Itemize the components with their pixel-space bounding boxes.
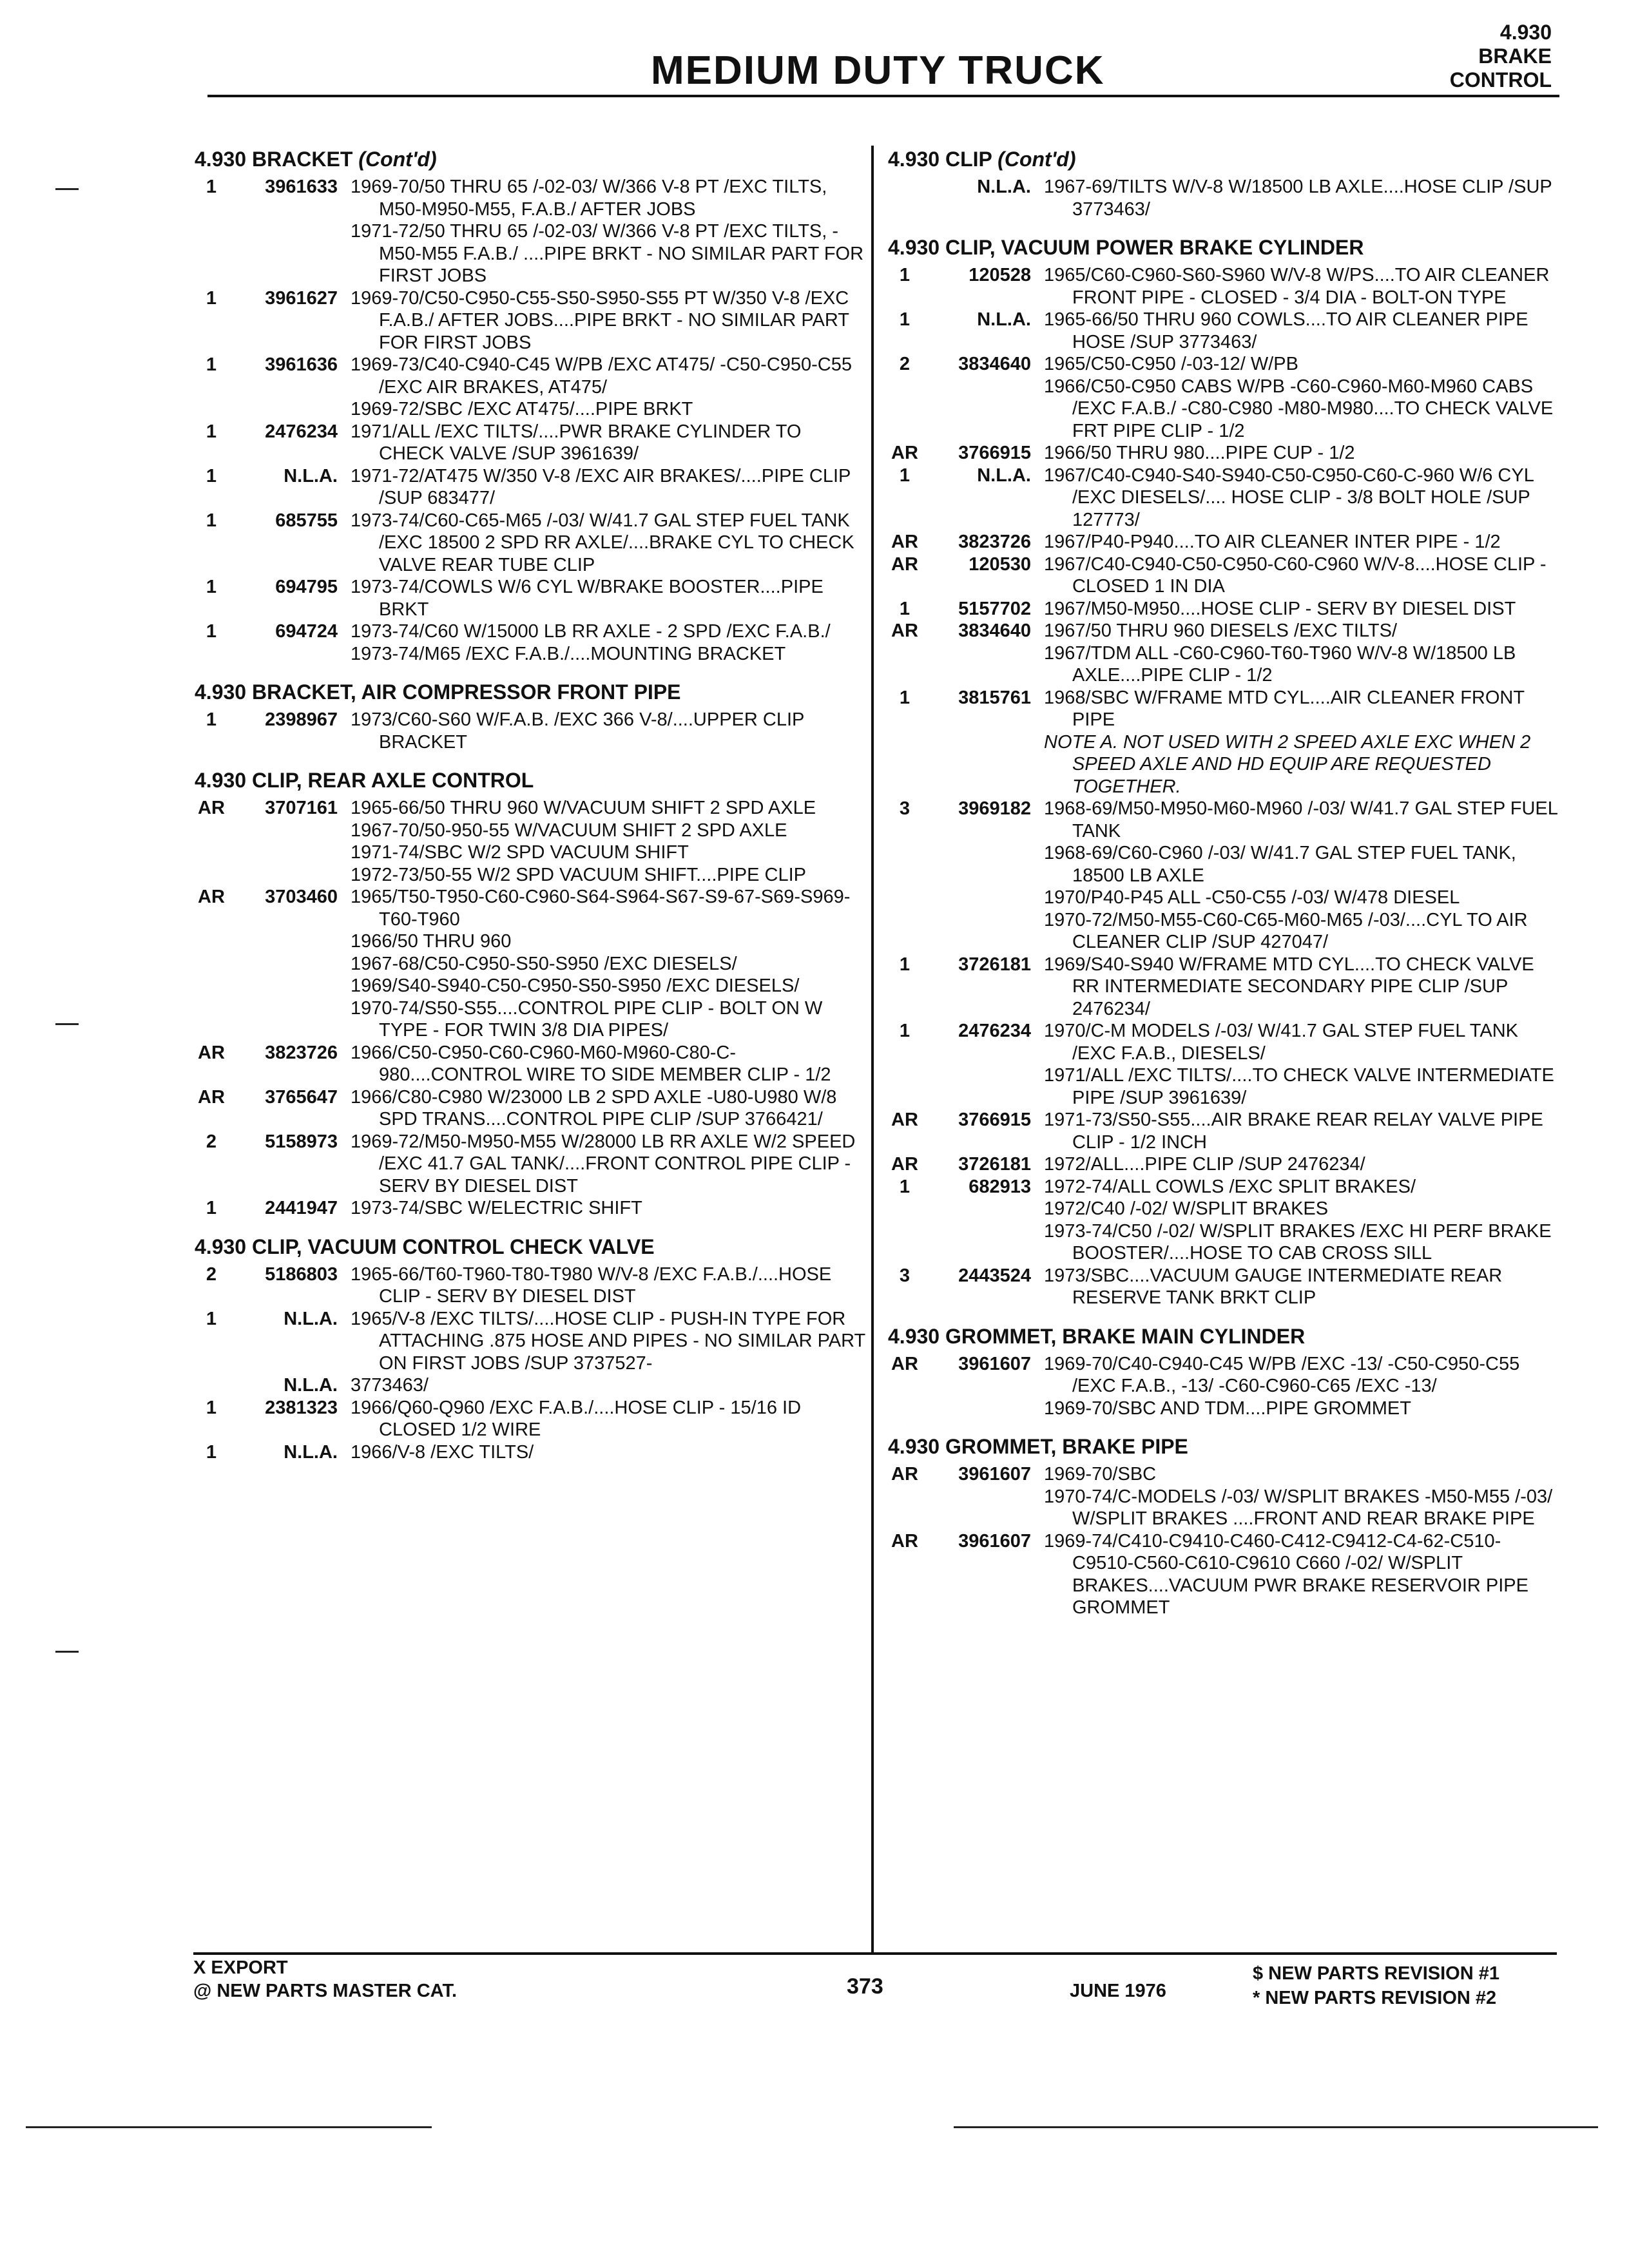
part-number: N.L.A.: [284, 1308, 338, 1329]
application-line: 1967/M50-M950....HOSE CLIP - SERV BY DIESEL DIST: [1044, 598, 1516, 619]
quantity: 1: [206, 621, 217, 642]
part-entry: [888, 176, 1557, 220]
left-column: [195, 132, 871, 1463]
part-entry: [888, 1109, 1552, 1153]
application-line: 1965-66/50 THRU 960 W/VACUUM SHIFT 2 SPD AXLE: [351, 798, 816, 818]
usage-note: NOTE A. NOT USED WITH 2 SPEED AXLE EXC WHEN 2 SPEED AXLE AND HD EQUIP ARE REQUESTED TOGETHER.: [1044, 731, 1536, 797]
part-description: [351, 1131, 866, 1198]
quantity: 1: [899, 265, 911, 285]
application-line: 1965-66/T60-T960-T80-T980 W/V-8 /EXC F.A.B./....HOSE CLIP - SERV BY DIESEL DIST: [351, 1264, 837, 1307]
section-title-text: 4.930 BRACKET: [195, 148, 353, 171]
part-number: 682913: [969, 1176, 1031, 1197]
scan-mark: [55, 1023, 79, 1025]
part-description: [1044, 687, 1559, 798]
part-number: 120530: [969, 553, 1031, 575]
application-line: 1966/Q60-Q960 /EXC F.A.B./....HOSE CLIP - 15/16 ID CLOSED 1/2 WIRE: [351, 1397, 807, 1440]
quantity: 2: [206, 1264, 217, 1285]
application-line: 1969/S40-S940 W/FRAME MTD CYL....TO CHECK VALVE RR INTERMEDIATE SECONDARY PIPE CLIP /SUP 2476234/: [1044, 954, 1539, 1019]
part-entry: [195, 1042, 858, 1086]
application-line: 1973-74/COWLS W/6 CYL W/BRAKE BOOSTER....PIPE BRKT: [351, 577, 829, 620]
part-entry: [195, 354, 858, 421]
application-line: 1966/50 THRU 980....PIPE CUP - 1/2: [1044, 443, 1355, 463]
application-line: 1965/T50-T950-C60-C960-S64-S964-S67-S9-67-S69-S969-T60-T960: [351, 887, 851, 930]
section-code: [1450, 21, 1552, 92]
quantity: AR: [891, 1464, 918, 1485]
part-description: [1044, 1265, 1559, 1309]
part-number: 3726181: [958, 1154, 1031, 1175]
part-entry: [195, 1197, 858, 1220]
part-number: 120528: [969, 265, 1031, 285]
part-entry: [195, 176, 869, 287]
part-entry: [195, 620, 858, 665]
quantity: AR: [891, 1530, 918, 1552]
application-line: 1968-69/M50-M950-M60-M960 /-03/ W/41.7 GAL STEP FUEL TANK: [1044, 798, 1563, 841]
part-number: 3961636: [265, 354, 338, 375]
application-line: 1969-70/50 THRU 65 /-02-03/ W/366 V-8 PT /EXC TILTS, M50-M950-M55, F.A.B./ AFTER JOBS: [351, 177, 833, 220]
part-description: [1044, 1020, 1559, 1109]
section-title-text: 4.930 BRACKET, AIR COMPRESSOR FRONT PIPE: [195, 680, 681, 704]
part-number: 3823726: [958, 532, 1031, 552]
part-description: [1044, 531, 1559, 553]
part-entry: [195, 465, 858, 510]
part-description: [351, 1264, 866, 1308]
part-description: [351, 176, 869, 287]
quantity: 1: [206, 421, 217, 442]
part-description: [351, 1397, 866, 1441]
application-line: 1971-73/S50-S55....AIR BRAKE REAR RELAY VALVE PIPE CLIP - 1/2 INCH: [1044, 1110, 1548, 1153]
part-description: [351, 465, 866, 510]
part-description: [351, 709, 866, 753]
part-number: 3766915: [958, 1110, 1031, 1130]
application-line: 1971/ALL /EXC TILTS/....TO CHECK VALVE INTERMEDIATE PIPE /SUP 3961639/: [1044, 1065, 1559, 1108]
revision-note-1: $ NEW PARTS REVISION #1: [1253, 1963, 1499, 1984]
application-line: 1967/50 THRU 960 DIESELS /EXC TILTS/: [1044, 620, 1398, 641]
application-line: 1973-74/SBC W/ELECTRIC SHIFT: [351, 1198, 642, 1218]
quantity: 1: [206, 1308, 217, 1329]
application-line: 1966/C50-C950 CABS W/PB -C60-C960-M60-M960 CABS /EXC F.A.B./ -C80-C980 -M80-M980....TO CHECK VALVE FRT PIPE CLIP - 1/2: [1044, 376, 1559, 441]
quantity: 1: [899, 1021, 911, 1041]
quantity: 1: [206, 1441, 217, 1463]
application-line: 1973/C60-S60 W/F.A.B. /EXC 366 V-8/....UPPER CLIP BRACKET: [351, 709, 809, 753]
part-entry: [888, 353, 1559, 442]
quantity: [195, 1374, 228, 1397]
header-rule: [207, 95, 1559, 97]
part-number: 2443524: [958, 1265, 1031, 1286]
part-number: 3834640: [958, 354, 1031, 374]
application-line: 1969-74/C410-C9410-C460-C412-C9412-C4-62-C510-C9510-C560-C610-C9610 C660 /-02/ W/SPLIT BRAKES....VACUUM PWR BRAKE RESERVOIR PIPE GROMMET: [1044, 1530, 1534, 1618]
application-line: 1971/ALL /EXC TILTS/....PWR BRAKE CYLINDER TO CHECK VALVE /SUP 3961639/: [351, 421, 807, 464]
part-description: [1044, 1530, 1559, 1619]
application-line: 1966/50 THRU 960: [351, 931, 512, 952]
revision-note-2: * NEW PARTS REVISION #2: [1253, 1988, 1497, 2008]
application-line: 1966/V-8 /EXC TILTS/: [351, 1441, 534, 1463]
section-title: [195, 766, 858, 794]
quantity: [888, 176, 921, 220]
continued-label: (Cont'd): [358, 148, 437, 171]
part-entry: [888, 442, 1552, 465]
section-name-line1: BRAKE: [1478, 44, 1552, 68]
application-line: 1969-70/SBC AND TDM....PIPE GROMMET: [1044, 1398, 1411, 1419]
part-entry: [195, 510, 858, 577]
quantity: AR: [891, 443, 918, 463]
application-line: 1965/C60-C960-S60-S960 W/V-8 W/PS....TO AIR CLEANER FRONT PIPE - CLOSED - 3/4 DIA - BOLT-ON TYPE: [1044, 265, 1555, 308]
part-number: 2398967: [265, 709, 338, 730]
part-description: [1044, 553, 1559, 598]
part-number: 3961607: [958, 1464, 1031, 1485]
application-line: 1971-72/50 THRU 65 /-02-03/ W/366 V-8 PT /EXC TILTS, -M50-M55 F.A.B./ ....PIPE BRKT - NO SIMILAR PART FOR FIRST JOBS: [351, 221, 869, 286]
application-line: 1973-74/M65 /EXC F.A.B./....MOUNTING BRACKET: [351, 643, 786, 664]
column-divider: [871, 146, 874, 1953]
part-entry: [195, 1397, 858, 1441]
part-description: [351, 421, 866, 465]
part-entry: [888, 1176, 1557, 1265]
part-entry: [195, 797, 858, 886]
part-description: [351, 1086, 866, 1131]
section-title: [888, 233, 1552, 262]
section-title-text: 4.930 CLIP, VACUUM POWER BRAKE CYLINDER: [888, 236, 1364, 259]
application-line: 1971-72/AT475 W/350 V-8 /EXC AIR BRAKES/....PIPE CLIP /SUP 683477/: [351, 465, 856, 508]
part-number: 3707161: [265, 798, 338, 818]
quantity: 1: [206, 177, 217, 197]
part-description: [1044, 1463, 1559, 1530]
quantity: AR: [891, 1353, 918, 1374]
quantity: 2: [899, 354, 911, 374]
application-line: 1973-74/C60 W/15000 LB RR AXLE - 2 SPD /EXC F.A.B./: [351, 621, 831, 642]
application-line: 1970/C-M MODELS /-03/ W/41.7 GAL STEP FUEL TANK /EXC F.A.B., DIESELS/: [1044, 1021, 1524, 1064]
part-description: [1044, 309, 1559, 353]
application-line: 1967-68/C50-C950-S50-S950 /EXC DIESELS/: [351, 953, 737, 974]
continued-label: (Cont'd): [998, 148, 1076, 171]
part-number: 3703460: [265, 887, 338, 907]
footer-rule: [193, 1952, 1557, 1955]
quantity: 1: [899, 465, 911, 486]
part-description: [1044, 620, 1559, 687]
part-description: [351, 620, 866, 665]
part-entry: [888, 1153, 1552, 1176]
part-number: 5186803: [265, 1264, 338, 1285]
quantity: 1: [206, 1397, 217, 1418]
quantity: AR: [891, 553, 918, 575]
part-entry: [195, 709, 858, 753]
part-description: [1044, 598, 1559, 620]
quantity: AR: [891, 532, 918, 552]
quantity: 1: [206, 465, 217, 486]
application-line: 1967/TDM ALL -C60-C960-T60-T960 W/V-8 W/18500 LB AXLE....PIPE CLIP - 1/2: [1044, 642, 1520, 686]
part-entry: [888, 598, 1552, 620]
section-title: [195, 1233, 858, 1261]
part-entry: [195, 1086, 858, 1131]
part-number: 694795: [275, 577, 338, 597]
part-description: [351, 1197, 866, 1220]
part-description: [351, 1042, 866, 1086]
part-number: 2476234: [958, 1021, 1031, 1041]
section-number: 4.930: [1499, 21, 1552, 44]
part-description: [351, 797, 866, 886]
part-description: [351, 1374, 866, 1397]
application-line: 1965/V-8 /EXC TILTS/....HOSE CLIP - PUSH-IN TYPE FOR ATTACHING .875 HOSE AND PIPES - NO SIMILAR PART ON FIRST JOBS /SUP 3737527-: [351, 1308, 871, 1374]
part-description: [1044, 353, 1559, 442]
part-description: [1044, 1153, 1559, 1176]
part-entry: [888, 264, 1555, 309]
part-entry: [195, 886, 858, 1042]
application-line: 1973-74/C50 /-02/ W/SPLIT BRAKES /EXC HI PERF BRAKE BOOSTER/....HOSE TO CAB CROSS SILL: [1044, 1220, 1557, 1264]
application-line: 1966/C50-C950-C60-C960-M60-M960-C80-C-980....CONTROL WIRE TO SIDE MEMBER CLIP - 1/2: [351, 1042, 831, 1085]
part-entry: [888, 620, 1552, 687]
part-entry: [888, 954, 1552, 1021]
section-title-text: 4.930 CLIP, VACUUM CONTROL CHECK VALVE: [195, 1235, 655, 1258]
application-line: 1967/P40-P940....TO AIR CLEANER INTER PIPE - 1/2: [1044, 532, 1501, 552]
part-entry: [888, 1265, 1552, 1309]
application-line: 1972-73/50-55 W/2 SPD VACUUM SHIFT....PIPE CLIP: [351, 864, 806, 885]
application-line: 1969-72/SBC /EXC AT475/....PIPE BRKT: [351, 399, 693, 419]
quantity: 1: [206, 287, 217, 309]
part-number: 2381323: [265, 1397, 338, 1418]
page-number: 373: [847, 1974, 883, 1999]
application-line: 1965-66/50 THRU 960 COWLS....TO AIR CLEANER PIPE HOSE /SUP 3773463/: [1044, 309, 1534, 352]
application-line: 1970/P40-P45 ALL -C50-C55 /-03/ W/478 DIESEL: [1044, 887, 1460, 908]
quantity: 1: [206, 709, 217, 730]
part-entry: [888, 553, 1552, 598]
application-line: 1965/C50-C950 /-03-12/ W/PB: [1044, 354, 1298, 374]
part-entry: [888, 465, 1552, 532]
footer-legend-left: [193, 1956, 457, 2003]
part-entry: [195, 576, 858, 620]
application-line: 1969/S40-S940-C50-C950-S50-S950 /EXC DIESELS/: [351, 975, 800, 996]
part-description: [351, 287, 866, 354]
application-line: 1971-74/SBC W/2 SPD VACUUM SHIFT: [351, 842, 689, 863]
part-entry: [195, 1131, 861, 1198]
part-number: 3815761: [958, 687, 1031, 708]
part-description: [1044, 1176, 1559, 1265]
part-number: 3961633: [265, 177, 338, 197]
publication-date: JUNE 1976: [1070, 1981, 1166, 2001]
section-title: [888, 1432, 1552, 1461]
part-entry: [888, 1530, 1552, 1619]
part-description: [351, 576, 866, 620]
application-line: 1972/C40 /-02/ W/SPLIT BRAKES: [1044, 1198, 1329, 1219]
part-description: [1044, 442, 1559, 465]
part-number: 694724: [275, 621, 338, 642]
part-number: N.L.A.: [284, 1441, 338, 1463]
part-description: [351, 510, 866, 577]
application-line: 1967-69/TILTS W/V-8 W/18500 LB AXLE....HOSE CLIP /SUP 3773463/: [1044, 177, 1557, 220]
part-entry: [888, 1463, 1558, 1530]
part-number: 5158973: [265, 1131, 338, 1152]
quantity: 1: [899, 1176, 911, 1197]
part-number: N.L.A.: [284, 465, 338, 486]
application-line: 1969-73/C40-C940-C45 W/PB /EXC AT475/ -C50-C950-C55 /EXC AIR BRAKES, AT475/: [351, 354, 858, 398]
export-note: X EXPORT: [193, 1957, 288, 1978]
application-line: 1972/ALL....PIPE CLIP /SUP 2476234/: [1044, 1154, 1365, 1175]
section-title-text: 4.930 CLIP: [888, 148, 992, 171]
part-entry: [888, 687, 1552, 798]
scan-mark: [55, 1651, 79, 1653]
page-title: MEDIUM DUTY TRUCK: [651, 48, 1105, 93]
application-line: 1969-70/SBC: [1044, 1464, 1157, 1485]
quantity: 3: [899, 798, 911, 819]
application-line: 1968/SBC W/FRAME MTD CYL....AIR CLEANER FRONT PIPE: [1044, 687, 1530, 730]
application-line: 3773463/: [351, 1375, 429, 1396]
part-description: [351, 1308, 871, 1375]
quantity: AR: [198, 887, 225, 907]
part-number: N.L.A.: [284, 1375, 338, 1396]
quantity: AR: [198, 1042, 225, 1063]
application-line: 1967/C40-C940-S40-S940-C50-C950-C60-C-960 W/6 CYL /EXC DIESELS/.... HOSE CLIP - 3/8 BOLT HOLE /SUP 127773/: [1044, 465, 1539, 530]
section-name-line2: CONTROL: [1449, 68, 1552, 91]
part-description: [351, 1441, 866, 1464]
application-line: 1970-74/C-MODELS /-03/ W/SPLIT BRAKES -M50-M55 /-03/ W/SPLIT BRAKES ....FRONT AND REAR BRAKE PIPE: [1044, 1486, 1558, 1529]
part-entry: [195, 1374, 858, 1397]
part-number: 685755: [275, 510, 338, 531]
part-description: [1044, 1353, 1559, 1420]
section-title: [195, 145, 858, 173]
master-catalog-note: @ NEW PARTS MASTER CAT.: [193, 1981, 458, 2001]
quantity: 1: [206, 510, 217, 531]
application-line: 1967/C40-C940-C50-C950-C60-C960 W/V-8....HOSE CLIP - CLOSED 1 IN DIA: [1044, 553, 1552, 597]
part-number: 3834640: [958, 620, 1031, 641]
application-line: 1972-74/ALL COWLS /EXC SPLIT BRAKES/: [1044, 1176, 1416, 1197]
scan-mark: [26, 2126, 432, 2128]
application-line: 1967-70/50-950-55 W/VACUUM SHIFT 2 SPD AXLE: [351, 820, 787, 841]
section-title: [888, 145, 1552, 173]
part-entry: [195, 287, 858, 354]
part-entry: [888, 309, 1552, 353]
part-entry: [195, 1308, 871, 1375]
quantity: AR: [198, 798, 225, 818]
part-number: 3823726: [265, 1042, 338, 1063]
part-description: [1044, 176, 1559, 220]
application-line: 1969-70/C50-C950-C55-S50-S950-S55 PT W/350 V-8 /EXC F.A.B./ AFTER JOBS....PIPE BRKT - NO SIMILAR PART FOR FIRST JOBS: [351, 287, 854, 353]
application-line: 1969-72/M50-M950-M55 W/28000 LB RR AXLE W/2 SPEED /EXC 41.7 GAL TANK/....FRONT CONTROL PIPE CLIP - SERV BY DIESEL DIST: [351, 1131, 861, 1196]
application-line: 1973/SBC....VACUUM GAUGE INTERMEDIATE REAR RESERVE TANK BRKT CLIP: [1044, 1265, 1508, 1308]
part-number: N.L.A.: [977, 465, 1031, 486]
part-description: [1044, 1109, 1559, 1153]
application-line: 1969-70/C40-C940-C45 W/PB /EXC -13/ -C50-C950-C55 /EXC F.A.B., -13/ -C60-C960-C65 /EXC -13/: [1044, 1353, 1525, 1396]
part-number: 3726181: [958, 954, 1031, 975]
part-description: [1044, 798, 1563, 954]
application-line: 1970-74/S50-S55....CONTROL PIPE CLIP - BOLT ON W TYPE - FOR TWIN 3/8 DIA PIPES/: [351, 997, 827, 1041]
section-title-text: 4.930 GROMMET, BRAKE MAIN CYLINDER: [888, 1324, 1306, 1348]
right-column: [888, 132, 1563, 1619]
part-number: 3766915: [958, 443, 1031, 463]
quantity: AR: [891, 1110, 918, 1130]
section-title-text: 4.930 CLIP, REAR AXLE CONTROL: [195, 769, 534, 792]
part-description: [1044, 465, 1559, 532]
footer-legend-right: [1253, 1961, 1499, 2010]
scan-mark: [954, 2126, 1598, 2128]
part-entry: [195, 1441, 858, 1464]
quantity: 2: [206, 1131, 217, 1152]
quantity: AR: [198, 1086, 225, 1108]
part-number: 3961627: [265, 287, 338, 309]
part-entry: [888, 798, 1563, 954]
quantity: 1: [899, 954, 911, 975]
part-number: 3969182: [958, 798, 1031, 819]
quantity: 1: [206, 1198, 217, 1218]
section-title-text: 4.930 GROMMET, BRAKE PIPE: [888, 1435, 1188, 1458]
quantity: 1: [899, 309, 911, 330]
application-line: 1968-69/C60-C960 /-03/ W/41.7 GAL STEP FUEL TANK, 18500 LB AXLE: [1044, 843, 1521, 886]
part-number: 5157702: [958, 598, 1031, 619]
quantity: 1: [899, 687, 911, 708]
part-description: [351, 354, 866, 421]
quantity: 1: [206, 354, 217, 375]
part-number: 2476234: [265, 421, 338, 442]
part-description: [1044, 954, 1559, 1021]
part-number: N.L.A.: [977, 309, 1031, 330]
part-description: [351, 886, 866, 1042]
part-entry: [195, 421, 858, 465]
scan-mark: [55, 188, 79, 190]
part-number: 2441947: [265, 1198, 338, 1218]
part-number: N.L.A.: [977, 177, 1031, 197]
quantity: 1: [206, 577, 217, 597]
part-entry: [888, 1353, 1552, 1420]
quantity: 1: [899, 598, 911, 619]
part-entry: [888, 531, 1552, 553]
quantity: AR: [891, 620, 918, 641]
part-number: 3961607: [958, 1353, 1031, 1374]
part-number: 3765647: [265, 1086, 338, 1108]
application-line: 1970-72/M50-M55-C60-C65-M60-M65 /-03/....CYL TO AIR CLEANER CLIP /SUP 427047/: [1044, 909, 1533, 952]
section-title: [888, 1322, 1552, 1350]
quantity: 3: [899, 1265, 911, 1286]
section-title: [195, 678, 858, 706]
part-entry: [195, 1264, 858, 1308]
part-number: 3961607: [958, 1530, 1031, 1552]
part-entry: [888, 1020, 1559, 1109]
quantity: AR: [891, 1154, 918, 1175]
application-line: 1966/C80-C980 W/23000 LB 2 SPD AXLE -U80-U980 W/8 SPD TRANS....CONTROL PIPE CLIP /SUP 3766421/: [351, 1086, 842, 1129]
application-line: 1973-74/C60-C65-M65 /-03/ W/41.7 GAL STEP FUEL TANK /EXC 18500 2 SPD RR AXLE/....BRAKE CYL TO CHECK VALVE REAR TUBE CLIP: [351, 510, 860, 575]
part-description: [1044, 264, 1559, 309]
